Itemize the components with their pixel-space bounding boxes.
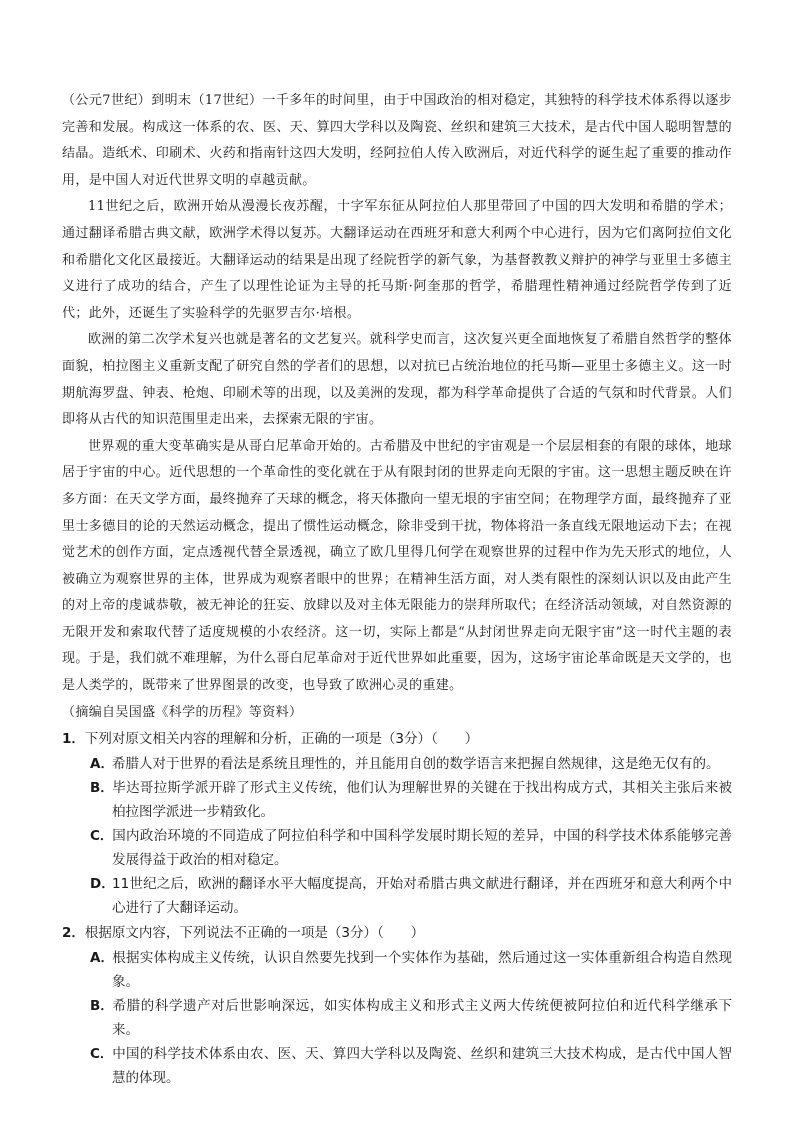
option-d bbox=[62, 872, 732, 920]
option-b bbox=[62, 776, 732, 824]
option-letter: B． bbox=[90, 780, 114, 797]
question-stem bbox=[62, 726, 732, 752]
question-number: 2． bbox=[62, 925, 85, 942]
question-number: 1． bbox=[62, 731, 85, 748]
option-letter: C． bbox=[90, 828, 114, 845]
question-stem bbox=[62, 920, 732, 946]
option-c bbox=[62, 1042, 732, 1090]
question-1 bbox=[62, 726, 732, 920]
option-text: 希腊人对于世界的看法是系统且理性的，并且能用自创的数学语言来把握自然规律，这是绝无仅有的。 bbox=[112, 756, 720, 773]
option-text: 根据实体构成主义传统，认识自然要先找到一个实体作为基础，然后通过这一实体重新组合构造自然现象。 bbox=[112, 950, 732, 991]
passage-paragraph-4: 世界观的重大变革确实是从哥白尼革命开始的。古希腊及中世纪的宇宙观是一个层层相套的有限的球体，地球居于宇宙的中心。近代思想的一个革命性的变化就在于从有限封闭的世界走向无限的宇宙。这一思想主题反映在许多方面：在天文学方面，最终抛弃了天球的概念，将天体撒向一望无垠的宇宙空间；在物理学方面，最终抛弃了亚里士多德目的论的天然运动概念，提出了惯性运动概念，除非受到干扰，物体将沿一条直线无限地运动下去；在视觉艺术的创作方面，定点透视代替全景透视，确立了欧几里得几何学在观察世界的过程中作为先天形式的地位，人被确立为观察世界的主体，世界成为观察者眼中的世界；在精神生活方面，对人类有限性的深刻认识以及由此产生的对上帝的虔诚恭敬，被无神论的狂妄、放肆以及对主体无限能力的崇拜所取代；在经济活动领域，对自然资源的无限开发和索取代替了适度规模的小农经济。这一切，实际上都是“从封闭世界走向无限宇宙”这一时代主题的表现。于是，我们就不难理解，为什么哥白尼革命对于近代世界如此重要，因为，这场宇宙论革命既是天文学的，也是人类学的，既带来了世界图景的改变，也导致了欧洲心灵的重建。 bbox=[62, 438, 732, 694]
option-text: 国内政治环境的不同造成了阿拉伯科学和中国科学发展时期长短的差异，中国的科学技术体系能够完善发展得益于政治的相对稳定。 bbox=[112, 828, 732, 869]
option-a bbox=[62, 752, 732, 776]
option-letter: C． bbox=[90, 1046, 114, 1063]
option-letter: B． bbox=[90, 998, 114, 1015]
option-letter: A． bbox=[90, 756, 114, 773]
passage-paragraph-1: （公元7世纪）到明末（17世纪）一千多年的时间里，由于中国政治的相对稳定，其独特的科学技术体系得以逐步完善和发展。构成这一体系的农、医、天、算四大学科以及陶瓷、丝织和建筑三大技术，是古代中国人聪明智慧的结晶。造纸术、印刷术、火药和指南针这四大发明，经阿拉伯人传入欧洲后，对近代科学的诞生起了重要的推动作用，是中国人对近代世界文明的卓越贡献。 bbox=[62, 93, 732, 188]
passage-paragraph-3: 欧洲的第二次学术复兴也就是著名的文艺复兴。就科学史而言，这次复兴更全面地恢复了希腊自然哲学的整体面貌，柏拉图主义重新支配了研究自然的学者们的思想，以对抗已占统治地位的托马斯—亚里士多德主义。这一时期航海罗盘、钟表、枪炮、印刷术等的出现，以及美洲的发现，都为科学革命提供了合适的气氛和时代背景。人们即将从古代的知识范围里走出来，去探索无限的宇宙。 bbox=[62, 332, 732, 428]
option-text: 11世纪之后，欧洲的翻译水平大幅度提高，开始对希腊古典文献进行翻译，并在西班牙和意大利两个中心进行了大翻译运动。 bbox=[112, 876, 732, 917]
passage-source: （摘编自吴国盛《科学的历程》等资料） bbox=[62, 704, 303, 720]
question-2 bbox=[62, 920, 732, 1090]
option-c bbox=[62, 824, 732, 872]
option-text: 中国的科学技术体系由农、医、天、算四大学科以及陶瓷、丝织和建筑三大技术构成，是古代中国人智慧的体现。 bbox=[112, 1046, 732, 1087]
question-text: 下列对原文相关内容的理解和分析，正确的一项是（3分）（ ） bbox=[84, 731, 479, 748]
passage-paragraph-2: 11世纪之后，欧洲开始从漫漫长夜苏醒，十字军东征从阿拉伯人那里带回了中国的四大发明和希腊的学术；通过翻译希腊古典文献，欧洲学术得以复苏。大翻译运动在西班牙和意大利两个中心进行，因为它们离阿拉伯文化和希腊化文化区最接近。大翻译运动的结果是出现了经院哲学的新气象，为基督教教义辩护的神学与亚里士多德主义进行了成功的结合，产生了以理性论证为主导的托马斯·阿奎那的哲学，希腊理性精神通过经院哲学传到了近代；此外，还诞生了实验科学的先驱罗吉尔·培根。 bbox=[62, 199, 732, 321]
question-list bbox=[62, 726, 732, 1090]
option-b bbox=[62, 994, 732, 1042]
question-text: 根据原文内容，下列说法不正确的一项是（3分）（ ） bbox=[84, 925, 425, 942]
option-text: 希腊的科学遗产对后世影响深远，如实体构成主义和形式主义两大传统便被阿拉伯和近代科学继承下来。 bbox=[112, 998, 732, 1039]
option-text: 毕达哥拉斯学派开辟了形式主义传统，他们认为理解世界的关键在于找出构成方式，其相关主张后来被柏拉图学派进一步精致化。 bbox=[112, 780, 732, 821]
option-letter: D． bbox=[90, 876, 115, 893]
reading-passage bbox=[62, 88, 732, 726]
option-a bbox=[62, 946, 732, 994]
option-letter: A． bbox=[90, 950, 114, 967]
